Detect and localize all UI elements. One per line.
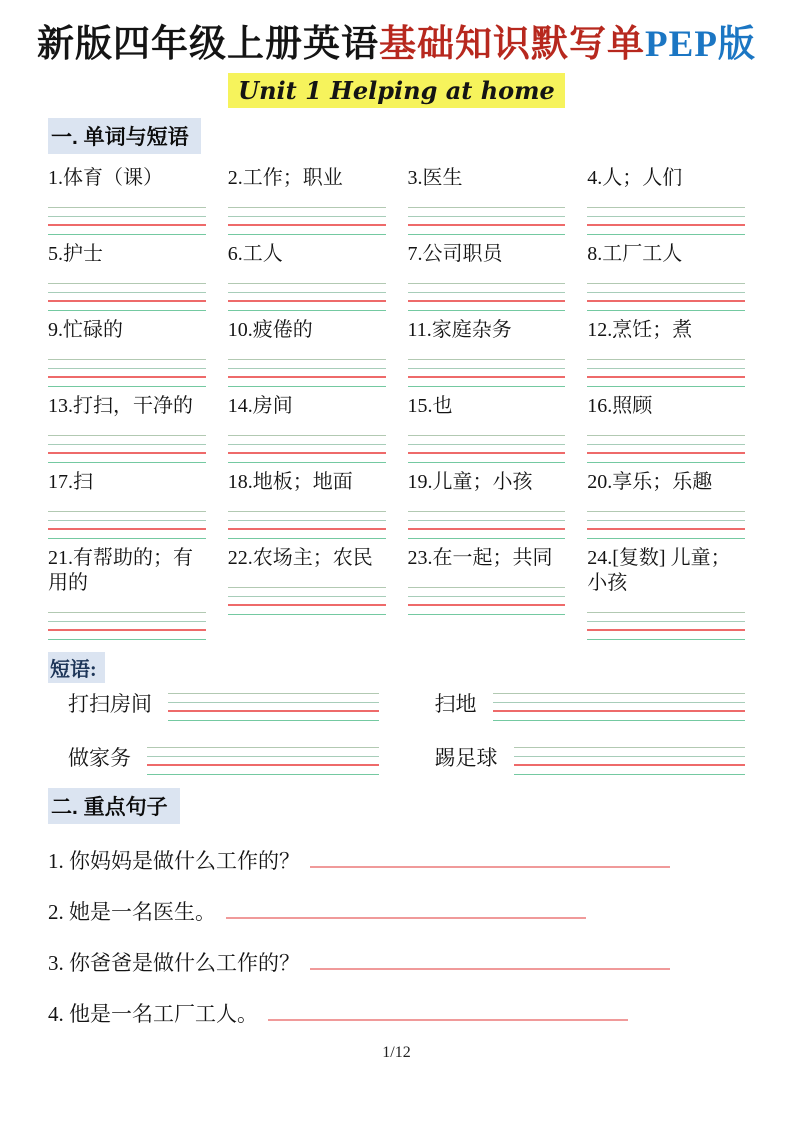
writing-line-green-mid [48, 360, 206, 369]
writing-line-green-bottom [228, 302, 386, 311]
phrase-item [435, 685, 746, 721]
word-item [408, 470, 566, 539]
writing-line-green-top [587, 503, 745, 512]
word-grid [48, 166, 745, 640]
writing-lines [587, 604, 745, 640]
sentence-item [48, 847, 745, 875]
word-item [408, 242, 566, 311]
writing-line-red [408, 597, 566, 606]
sentence-text: 2. 她是一名医生。 [48, 899, 216, 924]
writing-lines [408, 427, 566, 463]
writing-line-green-mid [408, 512, 566, 521]
writing-line-green-mid [587, 208, 745, 217]
sentence-text: 1. 你妈妈是做什么工作的？ [48, 848, 300, 873]
writing-line-green-top [228, 427, 386, 436]
word-label: 7.公司职员 [407, 242, 503, 265]
word-item [587, 242, 745, 311]
writing-line-green-bottom [147, 766, 379, 775]
writing-line-green-top [228, 579, 386, 588]
writing-lines [408, 579, 566, 615]
writing-line-red [228, 369, 386, 378]
writing-line-green-bottom [408, 226, 566, 235]
sentence-answer-line [310, 866, 670, 868]
word-label: 24.[复数] 儿童；小孩 [587, 546, 731, 594]
word-label: 10.疲倦的 [227, 318, 313, 341]
phrase-item [68, 685, 379, 721]
word-label: 1.体育（课） [48, 166, 163, 189]
writing-line-green-top [48, 604, 206, 613]
words-section-heading: 一. 单词与短语 [48, 118, 201, 154]
writing-line-green-top [408, 351, 566, 360]
writing-line-red [408, 445, 566, 454]
word-item [48, 242, 206, 311]
writing-lines [587, 351, 745, 387]
writing-line-green-bottom [48, 302, 206, 311]
word-item [587, 470, 745, 539]
writing-line-green-bottom [587, 302, 745, 311]
writing-lines [48, 351, 206, 387]
word-label: 13.打扫，干净的 [48, 394, 193, 417]
writing-lines [587, 199, 745, 235]
word-label: 17.扫 [48, 470, 93, 493]
writing-line-green-top [48, 351, 206, 360]
sentence-item [48, 949, 745, 977]
writing-line-green-top [587, 604, 745, 613]
sentence-list [48, 847, 745, 1028]
writing-lines [228, 275, 386, 311]
writing-lines [48, 275, 206, 311]
writing-line-green-top [514, 739, 746, 748]
writing-lines [587, 275, 745, 311]
phrase-grid [48, 685, 745, 775]
writing-line-green-top [408, 427, 566, 436]
writing-line-green-mid [168, 694, 379, 703]
sentence-item [48, 898, 745, 926]
writing-lines [587, 503, 745, 539]
word-item [48, 166, 206, 235]
writing-line-red [48, 521, 206, 530]
word-label: 3.医生 [407, 166, 463, 189]
word-item [48, 470, 206, 539]
sentence-answer-line [268, 1019, 628, 1021]
phrase-writing-lines [168, 685, 379, 721]
writing-line-green-mid [493, 694, 746, 703]
word-item [228, 546, 386, 640]
word-label: 2.工作；职业 [227, 166, 343, 189]
writing-line-green-bottom [48, 378, 206, 387]
writing-line-red [48, 217, 206, 226]
sentences-section-heading: 二. 重点句子 [48, 788, 180, 824]
page-number: 1/12 [382, 1043, 411, 1061]
phrase-label: 打扫房间 [68, 691, 152, 716]
writing-line-green-bottom [587, 631, 745, 640]
writing-line-green-top [587, 275, 745, 284]
phrase-writing-lines [147, 739, 379, 775]
writing-line-green-top [48, 427, 206, 436]
phrase-writing-lines [493, 685, 746, 721]
writing-line-green-top [147, 739, 379, 748]
writing-lines [408, 503, 566, 539]
writing-line-green-mid [408, 436, 566, 445]
writing-line-green-mid [48, 436, 206, 445]
writing-line-green-mid [587, 613, 745, 622]
word-item [408, 394, 566, 463]
unit-title-text: Unit 1 Helping at home [228, 73, 565, 108]
writing-line-green-top [48, 503, 206, 512]
writing-line-green-top [168, 685, 379, 694]
page-title [0, 24, 793, 67]
word-label: 23.在一起；共同 [407, 546, 553, 569]
writing-line-green-mid [228, 360, 386, 369]
writing-line-green-bottom [587, 378, 745, 387]
writing-line-green-bottom [48, 631, 206, 640]
writing-line-green-bottom [48, 226, 206, 235]
writing-lines [408, 199, 566, 235]
word-label: 8.工厂工人 [587, 242, 683, 265]
writing-line-green-bottom [408, 530, 566, 539]
writing-line-green-bottom [48, 454, 206, 463]
writing-lines [408, 351, 566, 387]
writing-line-green-mid [48, 284, 206, 293]
word-item [587, 318, 745, 387]
writing-line-green-top [48, 275, 206, 284]
phrases-label: 短语: [48, 652, 105, 683]
word-label: 21.有帮助的；有用的 [48, 546, 193, 594]
word-label: 15.也 [407, 394, 453, 417]
word-item [587, 166, 745, 235]
writing-line-green-top [408, 275, 566, 284]
writing-line-green-mid [408, 208, 566, 217]
writing-line-green-top [228, 351, 386, 360]
writing-line-green-mid [228, 512, 386, 521]
writing-line-red [48, 445, 206, 454]
writing-lines [48, 503, 206, 539]
writing-lines [408, 275, 566, 311]
word-label: 16.照顾 [587, 394, 653, 417]
writing-lines [228, 351, 386, 387]
writing-line-green-mid [587, 284, 745, 293]
word-item [228, 166, 386, 235]
writing-line-green-mid [228, 284, 386, 293]
writing-line-red [168, 703, 379, 712]
writing-line-green-mid [408, 284, 566, 293]
word-label: 5.护士 [48, 242, 103, 265]
writing-lines [48, 199, 206, 235]
word-label: 19.儿童；小孩 [407, 470, 533, 493]
writing-line-red [48, 622, 206, 631]
writing-line-red [587, 369, 745, 378]
writing-line-red [48, 369, 206, 378]
writing-line-green-bottom [228, 530, 386, 539]
word-item [587, 546, 745, 640]
phrase-writing-lines [514, 739, 746, 775]
writing-lines [228, 427, 386, 463]
writing-line-red [493, 703, 746, 712]
word-item [48, 394, 206, 463]
title-segment-black: 新版四年级上册英语 [37, 24, 380, 65]
writing-lines [228, 199, 386, 235]
word-item [228, 394, 386, 463]
sentence-text: 4. 他是一名工厂工人。 [48, 1001, 258, 1026]
writing-line-green-bottom [408, 302, 566, 311]
word-item [48, 318, 206, 387]
word-item [228, 318, 386, 387]
sentence-answer-line [226, 917, 586, 919]
writing-lines [48, 604, 206, 640]
writing-line-green-mid [48, 208, 206, 217]
writing-line-red [408, 217, 566, 226]
writing-line-green-top [587, 427, 745, 436]
writing-line-red [587, 622, 745, 631]
writing-line-red [408, 521, 566, 530]
writing-line-green-top [408, 503, 566, 512]
writing-line-green-bottom [408, 378, 566, 387]
writing-lines [587, 427, 745, 463]
word-item [587, 394, 745, 463]
writing-line-red [408, 369, 566, 378]
writing-line-green-top [228, 275, 386, 284]
word-label: 22.农场主；农民 [227, 546, 373, 569]
writing-line-green-mid [48, 512, 206, 521]
writing-lines [228, 579, 386, 615]
word-item [408, 546, 566, 640]
title-segment-blue: PEP版 [645, 24, 756, 65]
writing-lines [48, 427, 206, 463]
writing-line-red [587, 293, 745, 302]
writing-line-green-top [408, 579, 566, 588]
writing-line-red [514, 757, 746, 766]
writing-line-green-mid [147, 748, 379, 757]
sentence-text: 3. 你爸爸是做什么工作的？ [48, 950, 300, 975]
word-item [228, 242, 386, 311]
writing-line-green-top [48, 199, 206, 208]
writing-line-green-top [493, 685, 746, 694]
writing-line-red [228, 293, 386, 302]
writing-line-green-mid [228, 208, 386, 217]
writing-line-green-mid [587, 436, 745, 445]
word-label: 9.忙碌的 [48, 318, 123, 341]
writing-line-red [228, 521, 386, 530]
writing-line-green-top [587, 199, 745, 208]
writing-line-red [228, 217, 386, 226]
writing-line-green-mid [228, 436, 386, 445]
word-item [408, 166, 566, 235]
sentence-answer-line [310, 968, 670, 970]
writing-line-red [408, 293, 566, 302]
writing-line-green-bottom [408, 454, 566, 463]
writing-line-red [587, 521, 745, 530]
writing-line-green-top [408, 199, 566, 208]
phrase-label: 踢足球 [434, 745, 498, 770]
unit-title [0, 76, 793, 105]
writing-line-red [228, 597, 386, 606]
phrase-item [435, 739, 746, 775]
writing-line-red [48, 293, 206, 302]
word-label: 12.烹饪；煮 [587, 318, 693, 341]
writing-line-green-bottom [228, 378, 386, 387]
writing-line-green-top [587, 351, 745, 360]
word-label: 14.房间 [227, 394, 293, 417]
writing-line-green-bottom [587, 530, 745, 539]
writing-line-green-bottom [587, 226, 745, 235]
writing-line-green-bottom [168, 712, 379, 721]
writing-line-green-bottom [514, 766, 746, 775]
writing-line-green-bottom [408, 606, 566, 615]
writing-line-red [228, 445, 386, 454]
writing-line-green-bottom [587, 454, 745, 463]
writing-line-green-mid [408, 588, 566, 597]
writing-line-red [587, 445, 745, 454]
writing-line-green-mid [587, 360, 745, 369]
word-label: 20.享乐；乐趣 [587, 470, 713, 493]
word-label: 18.地板；地面 [227, 470, 353, 493]
word-label: 6.工人 [227, 242, 283, 265]
writing-line-green-bottom [48, 530, 206, 539]
writing-line-red [587, 217, 745, 226]
writing-line-red [147, 757, 379, 766]
writing-line-green-bottom [228, 226, 386, 235]
word-item [228, 470, 386, 539]
writing-line-green-top [228, 199, 386, 208]
phrase-label: 做家务 [68, 745, 131, 770]
writing-line-green-mid [587, 512, 745, 521]
word-item [48, 546, 206, 640]
writing-line-green-mid [514, 748, 746, 757]
word-item [408, 318, 566, 387]
word-label: 11.家庭杂务 [407, 318, 512, 341]
writing-line-green-bottom [228, 454, 386, 463]
title-segment-red: 基础知识默写单 [379, 24, 646, 65]
writing-line-green-mid [48, 613, 206, 622]
writing-line-green-bottom [228, 606, 386, 615]
word-label: 4.人；人们 [587, 166, 683, 189]
phrase-label: 扫地 [434, 691, 477, 716]
writing-line-green-bottom [493, 712, 746, 721]
writing-line-green-mid [408, 360, 566, 369]
writing-line-green-top [228, 503, 386, 512]
page-content [48, 105, 745, 1062]
phrase-item [68, 739, 379, 775]
sentence-item [48, 1000, 745, 1028]
writing-line-green-mid [228, 588, 386, 597]
writing-lines [228, 503, 386, 539]
